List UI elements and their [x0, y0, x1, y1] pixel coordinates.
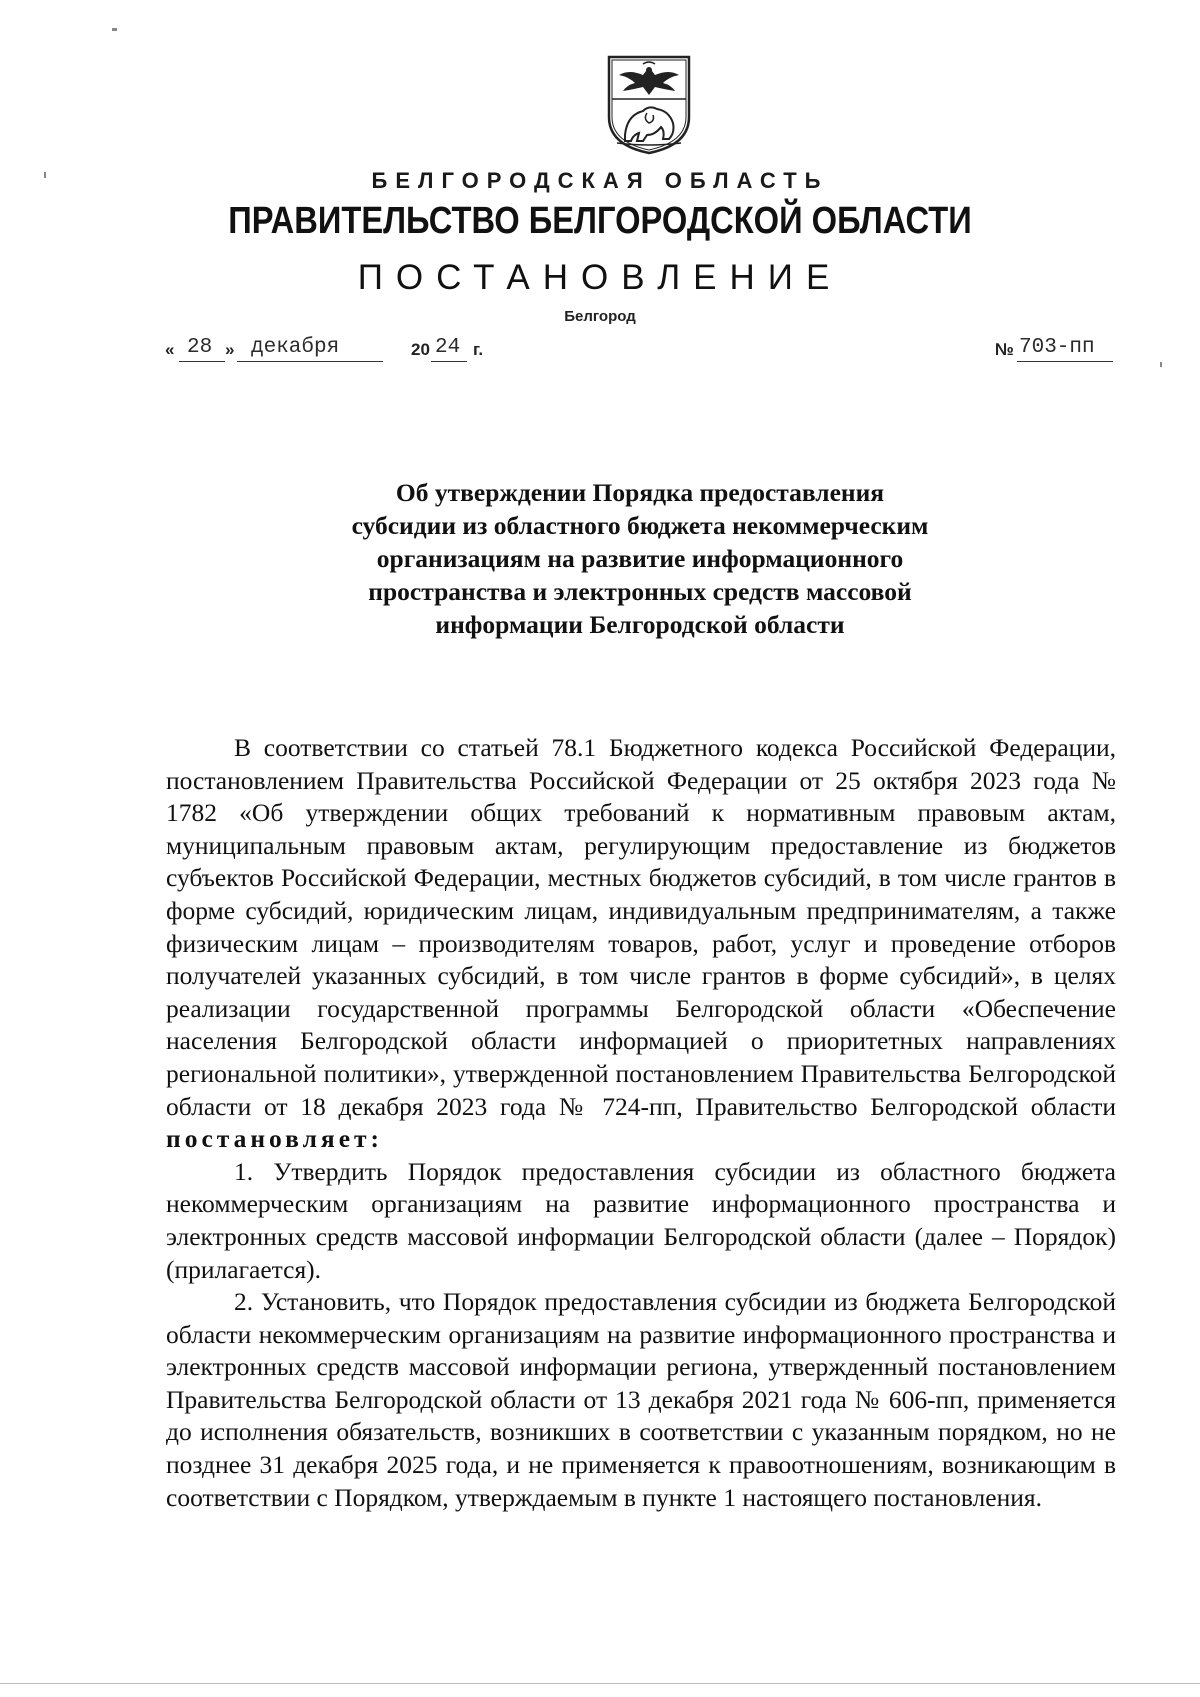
- coat-of-arms-icon: [603, 55, 695, 155]
- date-close-quote: »: [225, 340, 235, 359]
- scan-edge-line: [0, 1683, 1200, 1684]
- date-day: 28: [187, 336, 213, 359]
- document-title: [165, 476, 1115, 641]
- number-label: №: [995, 340, 1014, 359]
- preamble-text: В соответствии со статьей 78.1 Бюджетного кодекса Российской Федерации, постановлением Правительства Российской Федерации от 25 октября 2023 года № 1782 «Об утверждении общих требований к нормативным правовым актам, муниципальным правовым актам, регулирующим предоставление из бюджетов субъектов Российской Федерации, местных бюджетов субсидий, в том числе грантов в форме субсидий, юридическим лицам, индивидуальным предпринимателям, а также физическим лицам – производителям товаров, работ, услуг и проведение отборов получателей указанных субсидий, в том числе грантов в форме субсидий», в целях реализации государственной программы Белгородской области «Обеспечение населения Белгородской области информацией о приоритетных направлениях региональной политики», утвержденной постановлением Правительства Белгородской области от 18 декабря 2023 года № 724-пп, Правительство Белгородской области: [166, 733, 1116, 1121]
- title-line: Об утверждении Порядка предоставления: [395, 478, 885, 507]
- list-item: 1. Утвердить Порядок предоставления субсидии из областного бюджета некоммерческим организациям на развитие информационного пространства и электронных средств массовой информации Белгородской области (далее – Порядок) (прилагается).: [166, 1156, 1116, 1284]
- document-number: 703-пп: [1019, 336, 1095, 359]
- document-type: ПОСТАНОВЛЕНИЕ: [357, 258, 843, 297]
- preamble-paragraph: [166, 732, 1116, 1156]
- list-item: 2. Установить, что Порядок предоставления субсидии из бюджета Белгородской области некоммерческим организациям на развитие информационного пространства и электронных средств массовой информации региона, утвержденный постановлением Правительства Белгородской области от 13 декабря 2021 года № 606-пп, применяется до исполнения обязательств, возникших в соответствии с указанным порядком, но не позднее 31 декабря 2025 года, и не применяется к правоотношениям, возникающим в соответствии с Порядком, утверждаемым в пункте 1 настоящего постановления.: [166, 1287, 1116, 1512]
- date-year-suffix: 24: [435, 336, 461, 359]
- region-name: БЕЛГОРОДСКАЯ ОБЛАСТЬ: [371, 168, 829, 193]
- government-name: ПРАВИТЕЛЬСТВО БЕЛГОРОДСКОЙ ОБЛАСТИ: [228, 200, 972, 242]
- date-year-prefix: 20: [411, 340, 430, 359]
- date-month: декабря: [251, 336, 340, 359]
- title-line: информации Белгородской области: [435, 610, 845, 639]
- title-line: пространства и электронных средств массовой: [368, 577, 912, 606]
- city-name: Белгород: [564, 308, 636, 325]
- document-body: [166, 732, 1116, 1514]
- title-line: организациям на развитие информационного: [376, 544, 904, 573]
- date-year-abbr: г.: [473, 340, 484, 359]
- title-line: субсидии из областного бюджета некоммерческим: [351, 511, 929, 540]
- date-open-quote: «: [165, 340, 175, 359]
- date-number-line: [165, 336, 1115, 370]
- decree-word: постановляет:: [166, 1124, 384, 1154]
